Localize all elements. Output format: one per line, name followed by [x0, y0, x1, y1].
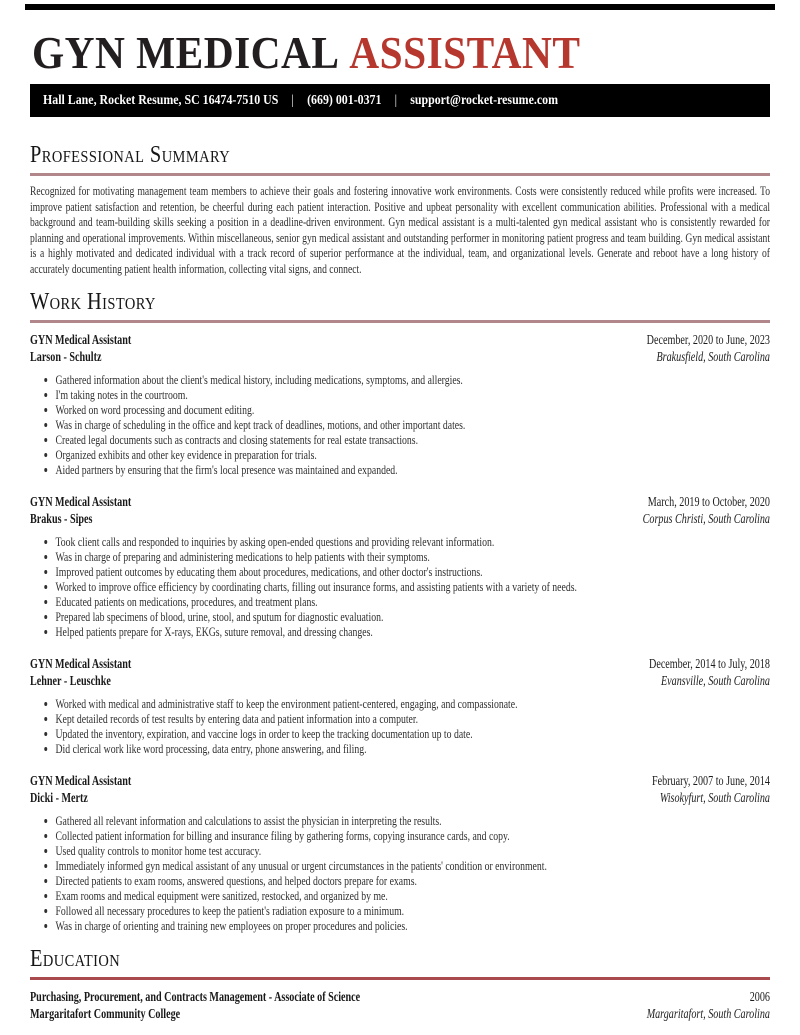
- job-bullet-list: [30, 696, 770, 756]
- section-education-rule: [30, 977, 770, 980]
- job-bullet: • Kept detailed records of test results by entering data and patient information into a computer.: [56, 711, 770, 726]
- contact-bar: [30, 84, 770, 117]
- job-entry: [30, 655, 770, 756]
- job-bullet: • Collected patient information for billing and insurance filing by gathering forms, copying insurance cards, and copy.: [56, 828, 770, 843]
- job-title: GYN Medical Assistant: [30, 331, 132, 347]
- job-bullet: • Organized exhibits and other key evidence in preparation for trials.: [56, 447, 770, 462]
- job-entry: [30, 772, 770, 933]
- section-education-title: Education: [30, 945, 121, 972]
- education-degree-row: [30, 988, 770, 1005]
- job-bullet-list: [30, 534, 770, 639]
- job-title: GYN Medical Assistant: [30, 772, 132, 788]
- job-bullet: • Exam rooms and medical equipment were sanitized, restocked, and organized by me.: [56, 888, 770, 903]
- resume-title: [32, 29, 770, 77]
- job-bullet: • Improved patient outcomes by educating them about procedures, medications, and other doctor's instructions.: [56, 564, 770, 579]
- job-bullet: • Used quality controls to monitor home test accuracy.: [56, 843, 770, 858]
- job-bullet: • Prepared lab specimens of blood, urine, stool, and sputum for diagnostic evaluation.: [56, 609, 770, 624]
- job-dates: December, 2020 to June, 2023: [646, 331, 770, 347]
- job-bullet: • Directed patients to exam rooms, answered questions, and helped doctors prepare for exams.: [56, 873, 770, 888]
- job-bullet: • Was in charge of orienting and training new employees on proper procedures and policies.: [56, 918, 770, 933]
- job-title-row: [30, 655, 770, 672]
- job-bullet: • Did clerical work like word processing, data entry, phone answering, and filing.: [56, 741, 770, 756]
- job-bullet: • Worked with medical and administrative staff to keep the environment patient-centered, engaging, and compassionate.: [56, 696, 770, 711]
- job-title-row: [30, 772, 770, 789]
- job-bullet: • Was in charge of preparing and administering medications to help patients with their symptoms.: [56, 549, 770, 564]
- title-accent: ASSISTANT: [349, 27, 581, 78]
- section-summary-title: Professional Summary: [30, 142, 231, 168]
- job-location: Evansville, South Carolina: [660, 672, 770, 688]
- section-education-header: [30, 947, 770, 980]
- job-bullet: • Worked to improve office efficiency by coordinating charts, filling out insurance forms, and assisting patients with a variety of needs.: [56, 579, 770, 594]
- job-company-row: [30, 789, 770, 806]
- contact-address: Hall Lane, Rocket Resume, SC 16474-7510 US: [43, 92, 279, 108]
- section-summary-header: [30, 143, 770, 176]
- job-bullet: • Followed all necessary procedures to keep the patient's radiation exposure to a minimum.: [56, 903, 770, 918]
- job-company-row: [30, 510, 770, 527]
- job-bullet-list: [30, 372, 770, 477]
- job-company: Dicki - Mertz: [30, 789, 88, 805]
- work-history-list: [30, 331, 770, 933]
- job-bullet: • Immediately informed gyn medical assistant of any unusual or urgent circumstances in the patients' condition or environment.: [56, 858, 770, 873]
- job-bullet: • Took client calls and responded to inquiries by asking open-ended questions and providing relevant information.: [56, 534, 770, 549]
- job-location: Corpus Christi, South Carolina: [642, 510, 770, 526]
- job-company: Brakus - Sipes: [30, 510, 93, 526]
- job-entry: [30, 331, 770, 477]
- job-dates: February, 2007 to June, 2014: [651, 772, 770, 788]
- education-entry: [30, 988, 770, 1022]
- job-bullet: • Educated patients on medications, procedures, and treatment plans.: [56, 594, 770, 609]
- job-dates: December, 2014 to July, 2018: [649, 655, 770, 671]
- education-year: 2006: [749, 988, 770, 1004]
- job-title: GYN Medical Assistant: [30, 493, 132, 509]
- job-title-row: [30, 493, 770, 510]
- contact-separator: |: [291, 92, 294, 108]
- contact-separator: |: [394, 92, 398, 108]
- contact-phone: (669) 001-0371: [307, 92, 382, 108]
- job-bullet: • Created legal documents such as contracts and closing statements for real estate transactions.: [56, 432, 770, 447]
- job-bullet-list: [30, 813, 770, 933]
- job-company: Larson - Schultz: [30, 348, 102, 364]
- job-entry: [30, 493, 770, 639]
- summary-paragraph: Recognized for motivating management team members to achieve their goals and fostering innovative work environments. Costs were consistently reduced while profits were increased. To improve patient satisfaction and retention, be cheerful during each patient interaction. Positive and upbeat personality with excellent communication abilities. Professional with a medical background and team-building skills seeking a position in a deadline-driven environment. Gyn medical assistant is a multi-talented gyn medical assistant who is consistently rewarded for planning and operational improvements. Within miscellaneous, senior gyn medical assistant and outstanding performer in monitoring patient progress and team building. Gyn medical assistant is a highly motivated and dedicated individual with a track record of superior performance at the individual, team, and organizational levels. Generate and reboot have a long history of accurately documenting patient health information, collecting vital signs, and connect.: [30, 184, 770, 276]
- job-dates: March, 2019 to October, 2020: [647, 493, 770, 509]
- job-company: Lehner - Leuschke: [30, 672, 111, 688]
- job-company-row: [30, 348, 770, 365]
- job-title-row: [30, 331, 770, 348]
- job-bullet: • Helped patients prepare for X-rays, EKGs, suture removal, and dressing changes.: [56, 624, 770, 639]
- section-summary-rule: [30, 173, 770, 176]
- title-primary: GYN MEDICAL: [32, 27, 340, 78]
- section-work-title: Work History: [30, 288, 156, 315]
- job-bullet: • I'm taking notes in the courtroom.: [56, 387, 770, 402]
- job-bullet: • Gathered all relevant information and calculations to assist the physician in interpreting the results.: [56, 813, 770, 828]
- education-school-row: [30, 1005, 770, 1022]
- job-bullet: • Updated the inventory, expiration, and vaccine logs in order to keep the tracking documentation up to date.: [56, 726, 770, 741]
- job-title: GYN Medical Assistant: [30, 655, 132, 671]
- job-bullet: • Worked on word processing and document editing.: [56, 402, 770, 417]
- job-location: Wisokyfurt, South Carolina: [659, 789, 770, 805]
- contact-email: support@rocket-resume.com: [410, 92, 559, 108]
- resume-page: [30, 0, 770, 1022]
- section-work-rule: [30, 320, 770, 323]
- section-work-header: [30, 290, 770, 323]
- job-bullet: • Aided partners by ensuring that the firm's local presence was maintained and expanded.: [56, 462, 770, 477]
- education-school: Margaritafort Community College: [30, 1005, 181, 1021]
- education-degree: Purchasing, Procurement, and Contracts Management - Associate of Science: [30, 988, 361, 1004]
- job-bullet: • Gathered information about the client's medical history, including medications, symptoms, and allergies.: [56, 372, 770, 387]
- job-location: Brakusfield, South Carolina: [656, 348, 770, 364]
- education-location: Margaritafort, South Carolina: [646, 1005, 770, 1021]
- job-bullet: • Was in charge of scheduling in the office and kept track of deadlines, motions, and other important dates.: [56, 417, 770, 432]
- job-company-row: [30, 672, 770, 689]
